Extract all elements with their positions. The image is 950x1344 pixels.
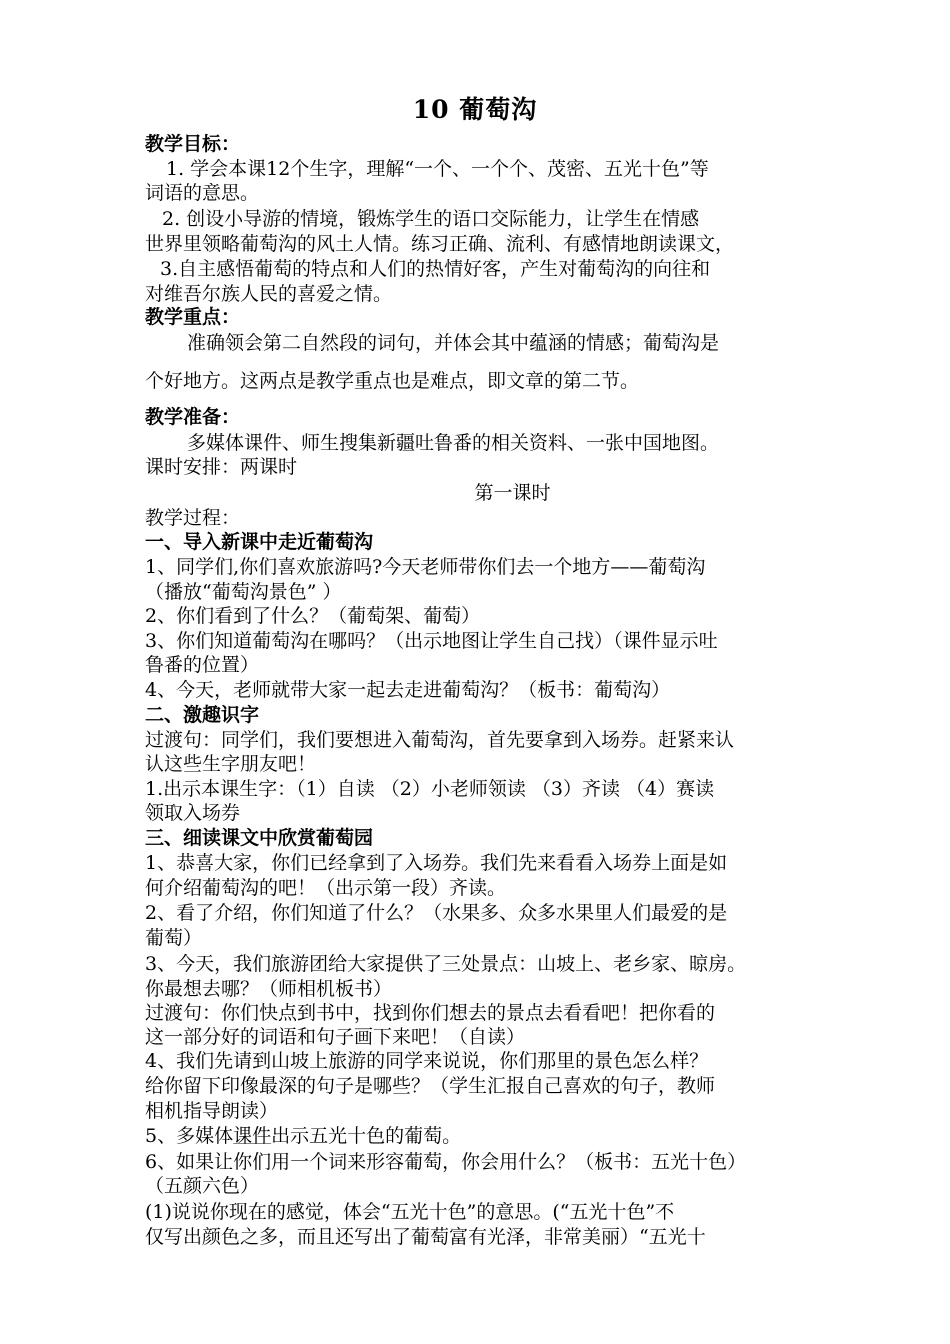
section-heading: 一、导入新课中走近葡萄沟 <box>145 531 374 553</box>
objective-line: 词语的意思。 <box>145 182 260 204</box>
section-line: 葡萄） <box>145 927 203 949</box>
section-line: 你最想去哪？（师相机板书） <box>145 978 393 1000</box>
section-line: 过渡句：你们快点到书中，找到你们想去的景点去看看吧！把你看的 <box>145 1002 716 1024</box>
section-line-5 <box>145 1124 825 1148</box>
section-line: 3、你们知道葡萄沟在哪吗？（出示地图让学生自己找）（课件显示吐 <box>145 630 718 652</box>
objective-line: 1. 学会本课12个生字，理解“一个、一个个、茂密、五光十色”等 <box>166 158 709 180</box>
preparation-line: 多媒体课件、师生搜集新疆吐鲁番的相关资料、一张中国地图。 <box>187 432 720 454</box>
process-heading: 教学过程： <box>145 507 241 529</box>
section-line: 何介绍葡萄沟的吧！（出示第一段）齐读。 <box>145 877 507 899</box>
section-line: 领取入场券 <box>145 802 241 824</box>
section-line: （播放“葡萄沟景色” ） <box>145 581 342 603</box>
section-line: 1.出示本课生字：（1）自读 （2）小老师领读 （3）齐读 （4）赛读 <box>145 778 715 800</box>
objectives-heading: 教学目标： <box>145 133 241 155</box>
schedule-line: 课时安排：两课时 <box>145 456 298 478</box>
section-line: （五颜六色） <box>145 1175 260 1197</box>
section-heading: 三、细读课文中欣赏葡萄园 <box>145 827 374 849</box>
line-text: 5、多媒体 <box>145 1125 234 1147</box>
section-line: 3、今天，我们旅游团给大家提供了三处景点：山坡上、老乡家、晾房。 <box>145 953 747 975</box>
key-points-line: 准确领会第二自然段的词句，并体会其中蕴涵的情感；葡萄沟是 <box>187 332 720 354</box>
section-line: 这一部分好的词语和句子画下来吧！（自读） <box>145 1026 526 1048</box>
preparation-heading: 教学准备： <box>145 406 241 428</box>
objective-line: 世界里领略葡萄沟的风土人情。练习正确、流利、有感情地朗读课文， <box>145 233 735 255</box>
section-line: 6、如果让你们用一个词来形容葡萄，你会用什么？（板书：五光十色） <box>145 1151 747 1173</box>
section-line: 过渡句：同学们，我们要想进入葡萄沟，首先要拿到入场券。赶紧来认 <box>145 729 735 751</box>
section-line: 2、你们看到了什么？（葡萄架、葡萄） <box>145 605 481 627</box>
key-points-line: 个好地方。这两点是教学重点也是难点，即文章的第二节。 <box>145 370 640 392</box>
line-text: 出示五光十色的葡萄。 <box>271 1125 462 1147</box>
section-line: 鲁番的位置） <box>145 654 260 676</box>
objective-line: 对维吾尔族人民的喜爱之情。 <box>145 283 393 305</box>
section-line: (1)说说你现在的感觉，体会“五光十色”的意思。(“五光十色”不 <box>145 1201 675 1223</box>
section-line: 4、今天，老师就带大家一起去走进葡萄沟？（板书：葡萄沟） <box>145 679 671 701</box>
objective-line: 3.自主感悟葡萄的特点和人们的热情好客，产生对葡萄沟的向往和 <box>160 258 711 280</box>
session-title: 第一课时 <box>474 482 551 504</box>
key-points-heading: 教学重点： <box>145 306 241 328</box>
section-line: 4、我们先请到山坡上旅游的同学来说说，你们那里的景色怎么样？ <box>145 1050 709 1072</box>
section-heading: 二、激趣识字 <box>145 704 260 726</box>
section-line: 相机指导朗读） <box>145 1100 279 1122</box>
objective-line: 2. 创设小导游的情境，锻炼学生的语口交际能力，让学生在情感 <box>162 208 700 230</box>
section-line: 1、同学们,你们喜欢旅游吗?今天老师带你们去一个地方——葡萄沟 <box>145 556 706 578</box>
section-line: 2、看了介绍，你们知道了什么？（水果多、众多水果里人们最爱的是 <box>145 902 728 924</box>
section-line: 认这些生字朋友吧！ <box>145 753 317 775</box>
section-line: 仅写出颜色之多，而且还写出了葡萄富有光泽，非常美丽）“五光十 <box>145 1226 706 1248</box>
courseware-link[interactable]: 课件 <box>233 1125 272 1147</box>
document-title: 10 葡萄沟 <box>412 95 538 124</box>
section-line: 给你留下印像最深的句子是哪些？（学生汇报自己喜欢的句子，教师 <box>145 1075 716 1097</box>
section-line: 1、恭喜大家，你们已经拿到了入场券。我们先来看看入场券上面是如 <box>145 852 728 874</box>
